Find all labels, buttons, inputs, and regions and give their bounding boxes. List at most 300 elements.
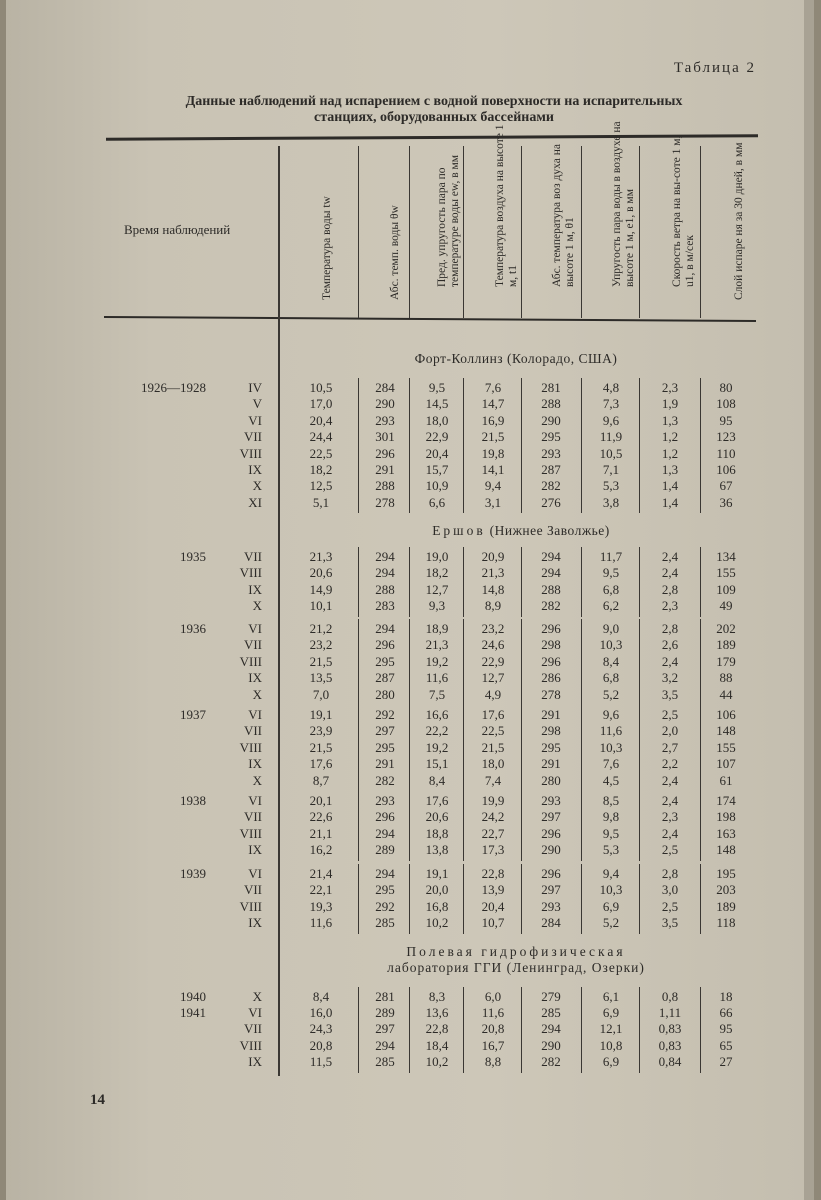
value-cell: 294	[541, 565, 561, 581]
value-cell: 21,5	[481, 429, 505, 445]
value-cell: 296	[541, 825, 561, 841]
value-cell: 10,7	[481, 915, 505, 931]
column-separator	[581, 791, 582, 861]
caption-line-2: станциях, оборудованных бассейнами	[314, 110, 554, 125]
month-cell: IX	[248, 915, 262, 931]
column-header-water-temp: Температура воды tw	[321, 196, 333, 300]
column-separator	[409, 547, 410, 617]
value-cell: 282	[541, 1054, 561, 1070]
value-cell: 19,2	[425, 739, 449, 755]
value-cell: 44	[719, 686, 733, 702]
value-cell: 20,9	[481, 549, 505, 564]
value-cell: 148	[716, 842, 736, 858]
value-cell: 2,0	[661, 723, 679, 739]
value-cell: 11,6	[309, 915, 333, 931]
value-cell: 4,8	[602, 380, 620, 395]
value-cell: 198	[716, 809, 736, 825]
caption-line-1: Данные наблюдений над испарением с водной поверхности на испарительных	[185, 94, 683, 109]
month-cell: IX	[248, 842, 262, 858]
value-cell: 8,9	[484, 598, 502, 614]
value-cell: 5,3	[602, 842, 620, 858]
value-cell: 155	[716, 739, 736, 755]
month-cell: VI	[248, 412, 262, 428]
value-cell: 14,7	[481, 396, 505, 412]
value-cell: 10,2	[425, 915, 449, 931]
value-cell: 22,2	[425, 723, 449, 739]
value-cell: 280	[541, 772, 561, 788]
column-separator	[700, 864, 701, 934]
header-bottom-rule	[104, 316, 756, 322]
value-cell: 21,5	[481, 739, 505, 755]
table-row	[6, 380, 814, 396]
value-cell: 1,4	[661, 478, 679, 494]
table-row	[6, 866, 814, 882]
value-cell: 7,6	[602, 756, 620, 772]
value-cell: 19,1	[425, 866, 449, 881]
column-separator	[700, 1003, 701, 1073]
column-header-time: Время наблюдений	[124, 222, 231, 237]
value-cell: 19,2	[425, 653, 449, 669]
value-cell: 16,0	[309, 1005, 333, 1020]
value-cell: 281	[541, 380, 561, 395]
value-cell: 5,2	[602, 915, 620, 931]
value-cell: 3,0	[661, 882, 679, 898]
value-cell: 95	[719, 412, 733, 428]
value-cell: 8,3	[428, 989, 446, 1004]
value-cell: 18	[719, 989, 733, 1004]
value-cell: 203	[716, 882, 736, 898]
value-cell: 293	[541, 793, 561, 808]
value-cell: 5,1	[312, 494, 330, 510]
value-cell: 285	[541, 1005, 561, 1020]
month-cell: X	[252, 989, 262, 1004]
section-title-fort-collins: Форт-Коллинз (Колорадо, США)	[414, 351, 618, 366]
value-cell: 296	[375, 809, 395, 825]
year-cell: 1935	[180, 549, 206, 564]
value-cell: 3,5	[661, 686, 679, 702]
value-cell: 290	[541, 412, 561, 428]
value-cell: 12,5	[309, 478, 333, 494]
value-cell: 21,3	[425, 637, 449, 653]
value-cell: 22,5	[481, 723, 505, 739]
table-row	[6, 1021, 814, 1037]
value-cell: 179	[716, 653, 736, 669]
month-cell: VIII	[239, 565, 262, 581]
value-cell: 21,4	[309, 866, 333, 881]
value-cell: 288	[375, 478, 395, 494]
column-separator	[358, 547, 359, 617]
value-cell: 296	[375, 445, 395, 461]
column-separator	[358, 378, 359, 513]
column-separator	[639, 378, 640, 513]
value-cell: 195	[716, 866, 736, 881]
value-cell: 106	[716, 462, 736, 477]
month-cell: X	[252, 478, 262, 494]
section-title-ggi	[306, 944, 726, 976]
value-cell: 22,6	[309, 809, 333, 825]
value-cell: 67	[719, 478, 733, 494]
value-cell: 17,6	[481, 707, 505, 722]
value-cell: 10,5	[599, 445, 623, 461]
value-cell: 291	[375, 462, 395, 477]
value-cell: 24,2	[481, 809, 505, 825]
value-cell: 6,9	[602, 898, 620, 914]
column-separator	[581, 619, 582, 705]
column-separator	[700, 705, 701, 791]
value-cell: 2,4	[661, 772, 679, 788]
column-separator	[358, 619, 359, 705]
value-cell: 36	[719, 494, 733, 510]
table-row	[6, 598, 814, 614]
value-cell: 291	[375, 756, 395, 772]
value-cell: 134	[716, 549, 736, 564]
value-cell: 10,5	[309, 380, 333, 395]
value-cell: 9,8	[602, 809, 620, 825]
value-cell: 202	[716, 621, 736, 636]
value-cell: 23,2	[309, 637, 333, 653]
value-cell: 2,4	[661, 549, 679, 564]
value-cell: 1,11	[658, 1005, 682, 1020]
value-cell: 2,4	[661, 653, 679, 669]
month-cell: VII	[243, 637, 262, 653]
value-cell: 106	[716, 707, 736, 722]
value-cell: 286	[541, 670, 561, 686]
column-header-saturation-pressure: Пред. упругость пара по температуре воды ew, в мм	[436, 154, 461, 287]
value-cell: 108	[716, 396, 736, 412]
value-cell: 282	[541, 478, 561, 494]
value-cell: 285	[375, 1054, 395, 1070]
value-cell: 0,83	[658, 1021, 682, 1037]
value-cell: 2,3	[661, 380, 679, 395]
value-cell: 49	[719, 598, 733, 614]
table-row	[6, 756, 814, 772]
value-cell: 18,0	[425, 412, 449, 428]
value-cell: 3,2	[661, 670, 679, 686]
value-cell: 7,6	[484, 380, 502, 395]
value-cell: 291	[541, 756, 561, 772]
value-cell: 10,8	[599, 1037, 623, 1053]
value-cell: 9,5	[428, 380, 446, 395]
month-cell: VII	[243, 429, 262, 445]
value-cell: 27	[719, 1054, 733, 1070]
value-cell: 10,2	[425, 1054, 449, 1070]
value-cell: 280	[375, 686, 395, 702]
value-cell: 17,6	[309, 756, 333, 772]
column-separator	[521, 378, 522, 513]
value-cell: 21,2	[309, 621, 333, 636]
column-header-air-temp: Температура воздуха на высоте 1 м, t1	[494, 124, 519, 287]
value-cell: 285	[375, 915, 395, 931]
value-cell: 148	[716, 723, 736, 739]
value-cell: 13,6	[425, 1005, 449, 1020]
value-cell: 1,9	[661, 396, 679, 412]
value-cell: 20,8	[481, 1021, 505, 1037]
value-cell: 22,9	[481, 653, 505, 669]
value-cell: 10,3	[599, 882, 623, 898]
column-separator	[409, 378, 410, 513]
section-title-ershov	[326, 523, 716, 539]
value-cell: 15,1	[425, 756, 449, 772]
month-cell: VII	[243, 723, 262, 739]
value-cell: 163	[716, 825, 736, 841]
value-cell: 294	[375, 565, 395, 581]
table-row	[6, 687, 814, 703]
value-cell: 10,1	[309, 598, 333, 614]
value-cell: 19,8	[481, 445, 505, 461]
value-cell: 5,2	[602, 686, 620, 702]
value-cell: 281	[375, 989, 395, 1004]
value-cell: 9,4	[484, 478, 502, 494]
value-cell: 18,8	[425, 825, 449, 841]
value-cell: 9,5	[602, 825, 620, 841]
value-cell: 1,2	[661, 445, 679, 461]
value-cell: 12,7	[481, 670, 505, 686]
year-cell: 1937	[180, 707, 206, 722]
value-cell: 293	[541, 898, 561, 914]
value-cell: 95	[719, 1021, 733, 1037]
value-cell: 295	[541, 739, 561, 755]
column-separator	[463, 547, 464, 617]
value-cell: 21,3	[309, 549, 333, 564]
value-cell: 13,9	[481, 882, 505, 898]
table-row	[6, 1038, 814, 1054]
month-cell: IX	[248, 1054, 262, 1070]
table-row	[6, 899, 814, 915]
value-cell: 0,8	[661, 989, 679, 1004]
value-cell: 8,4	[428, 772, 446, 788]
value-cell: 290	[375, 396, 395, 412]
value-cell: 2,5	[661, 707, 679, 722]
value-cell: 19,0	[425, 549, 449, 564]
table-row	[6, 654, 814, 670]
table-row	[6, 582, 814, 598]
value-cell: 293	[541, 445, 561, 461]
value-cell: 282	[541, 598, 561, 614]
value-cell: 6,1	[602, 989, 620, 1004]
value-cell: 295	[375, 653, 395, 669]
top-rule	[106, 134, 758, 140]
value-cell: 2,4	[661, 565, 679, 581]
year-cell: 1938	[180, 793, 206, 808]
value-cell: 20,6	[309, 565, 333, 581]
column-header-evaporation: Слой испаре ня за 30 дней, в мм	[733, 142, 745, 300]
value-cell: 123	[716, 429, 736, 445]
value-cell: 1,3	[661, 462, 679, 477]
book-page	[6, 0, 814, 1200]
value-cell: 23,9	[309, 723, 333, 739]
value-cell: 279	[541, 989, 561, 1004]
value-cell: 11,6	[599, 723, 623, 739]
month-cell: IX	[248, 670, 262, 686]
column-separator	[521, 1003, 522, 1073]
value-cell: 20,1	[309, 793, 333, 808]
value-cell: 21,5	[309, 653, 333, 669]
month-cell: IV	[248, 380, 262, 395]
section-title-ershov-name: Ершов	[432, 523, 486, 538]
table-row	[6, 495, 814, 511]
value-cell: 294	[375, 866, 395, 881]
table-row	[6, 842, 814, 858]
value-cell: 298	[541, 723, 561, 739]
month-cell: V	[252, 396, 262, 412]
value-cell: 289	[375, 1005, 395, 1020]
month-cell: VIII	[239, 653, 262, 669]
value-cell: 287	[375, 670, 395, 686]
value-cell: 292	[375, 898, 395, 914]
table-row	[6, 882, 814, 898]
value-cell: 9,5	[602, 565, 620, 581]
table-row	[6, 429, 814, 445]
value-cell: 6,0	[484, 989, 502, 1004]
value-cell: 7,0	[312, 686, 330, 702]
value-cell: 9,6	[602, 707, 620, 722]
value-cell: 24,6	[481, 637, 505, 653]
value-cell: 189	[716, 898, 736, 914]
month-cell: VIII	[239, 1037, 262, 1053]
value-cell: 290	[541, 1037, 561, 1053]
value-cell: 4,9	[484, 686, 502, 702]
column-separator	[409, 619, 410, 705]
value-cell: 21,5	[309, 739, 333, 755]
value-cell: 2,4	[661, 793, 679, 808]
value-cell: 6,8	[602, 670, 620, 686]
value-cell: 18,2	[425, 565, 449, 581]
value-cell: 14,5	[425, 396, 449, 412]
column-separator	[409, 864, 410, 934]
column-separator	[521, 547, 522, 617]
value-cell: 290	[541, 842, 561, 858]
value-cell: 294	[375, 621, 395, 636]
table-row	[6, 989, 814, 1005]
value-cell: 9,3	[428, 598, 446, 614]
value-cell: 1,2	[661, 429, 679, 445]
value-cell: 16,2	[309, 842, 333, 858]
column-separator	[581, 378, 582, 513]
value-cell: 10,9	[425, 478, 449, 494]
table-row	[6, 809, 814, 825]
month-cell: X	[252, 686, 262, 702]
value-cell: 24,3	[309, 1021, 333, 1037]
value-cell: 15,7	[425, 462, 449, 477]
value-cell: 16,8	[425, 898, 449, 914]
value-cell: 301	[375, 429, 395, 445]
column-separator	[358, 1003, 359, 1073]
value-cell: 16,7	[481, 1037, 505, 1053]
value-cell: 65	[719, 1037, 733, 1053]
value-cell: 293	[375, 793, 395, 808]
month-cell: VII	[243, 882, 262, 898]
section-title-ggi-line-2: лаборатория ГГИ (Ленинград, Озерки)	[387, 960, 645, 975]
value-cell: 294	[375, 549, 395, 564]
value-cell: 21,1	[309, 825, 333, 841]
table-row	[6, 707, 814, 723]
column-separator	[639, 705, 640, 791]
value-cell: 295	[375, 882, 395, 898]
value-cell: 292	[375, 707, 395, 722]
value-cell: 9,4	[602, 866, 620, 881]
value-cell: 0,83	[658, 1037, 682, 1053]
column-separator	[358, 791, 359, 861]
value-cell: 297	[375, 1021, 395, 1037]
column-separator	[581, 1003, 582, 1073]
value-cell: 288	[541, 581, 561, 597]
table-row	[6, 462, 814, 478]
column-separator	[463, 791, 464, 861]
value-cell: 110	[716, 445, 736, 461]
month-cell: VII	[243, 549, 262, 564]
value-cell: 16,6	[425, 707, 449, 722]
value-cell: 2,3	[661, 598, 679, 614]
value-cell: 3,1	[484, 494, 502, 510]
table-row	[6, 915, 814, 931]
value-cell: 61	[719, 772, 733, 788]
value-cell: 12,7	[425, 581, 449, 597]
value-cell: 17,3	[481, 842, 505, 858]
column-separator	[639, 619, 640, 705]
column-separator	[463, 619, 464, 705]
column-separator	[581, 705, 582, 791]
column-separator	[521, 864, 522, 934]
column-separator	[521, 619, 522, 705]
value-cell: 174	[716, 793, 736, 808]
value-cell: 288	[375, 581, 395, 597]
table-caption	[114, 94, 754, 126]
value-cell: 24,4	[309, 429, 333, 445]
month-cell: VII	[243, 809, 262, 825]
value-cell: 298	[541, 637, 561, 653]
month-cell: IX	[248, 756, 262, 772]
month-cell: XI	[248, 494, 262, 510]
value-cell: 291	[541, 707, 561, 722]
value-cell: 8,4	[312, 989, 330, 1004]
table-row	[6, 773, 814, 789]
value-cell: 5,3	[602, 478, 620, 494]
table-row	[6, 1005, 814, 1021]
table-number: Таблица 2	[673, 60, 756, 76]
table-row	[6, 565, 814, 581]
value-cell: 118	[716, 915, 736, 931]
value-cell: 2,8	[661, 621, 679, 636]
value-cell: 11,9	[599, 429, 623, 445]
month-cell: VI	[248, 707, 262, 722]
value-cell: 155	[716, 565, 736, 581]
table-row	[6, 740, 814, 756]
section-title-ggi-line-1: Полевая гидрофизическая	[406, 944, 626, 959]
table-row	[6, 396, 814, 412]
value-cell: 4,5	[602, 772, 620, 788]
value-cell: 9,6	[602, 412, 620, 428]
year-cell: 1936	[180, 621, 206, 636]
value-cell: 296	[375, 637, 395, 653]
value-cell: 189	[716, 637, 736, 653]
value-cell: 2,6	[661, 637, 679, 653]
month-cell: VI	[248, 621, 262, 636]
column-separator	[409, 705, 410, 791]
value-cell: 66	[719, 1005, 733, 1020]
month-cell: VI	[248, 793, 262, 808]
value-cell: 22,8	[481, 866, 505, 881]
value-cell: 8,7	[312, 772, 330, 788]
table-row	[6, 446, 814, 462]
column-separator	[463, 378, 464, 513]
value-cell: 2,8	[661, 581, 679, 597]
value-cell: 12,1	[599, 1021, 623, 1037]
value-cell: 296	[541, 866, 561, 881]
value-cell: 287	[541, 462, 561, 477]
section-title-ershov-region: (Нижнее Заволжье)	[489, 523, 610, 538]
value-cell: 295	[541, 429, 561, 445]
column-separator	[639, 547, 640, 617]
